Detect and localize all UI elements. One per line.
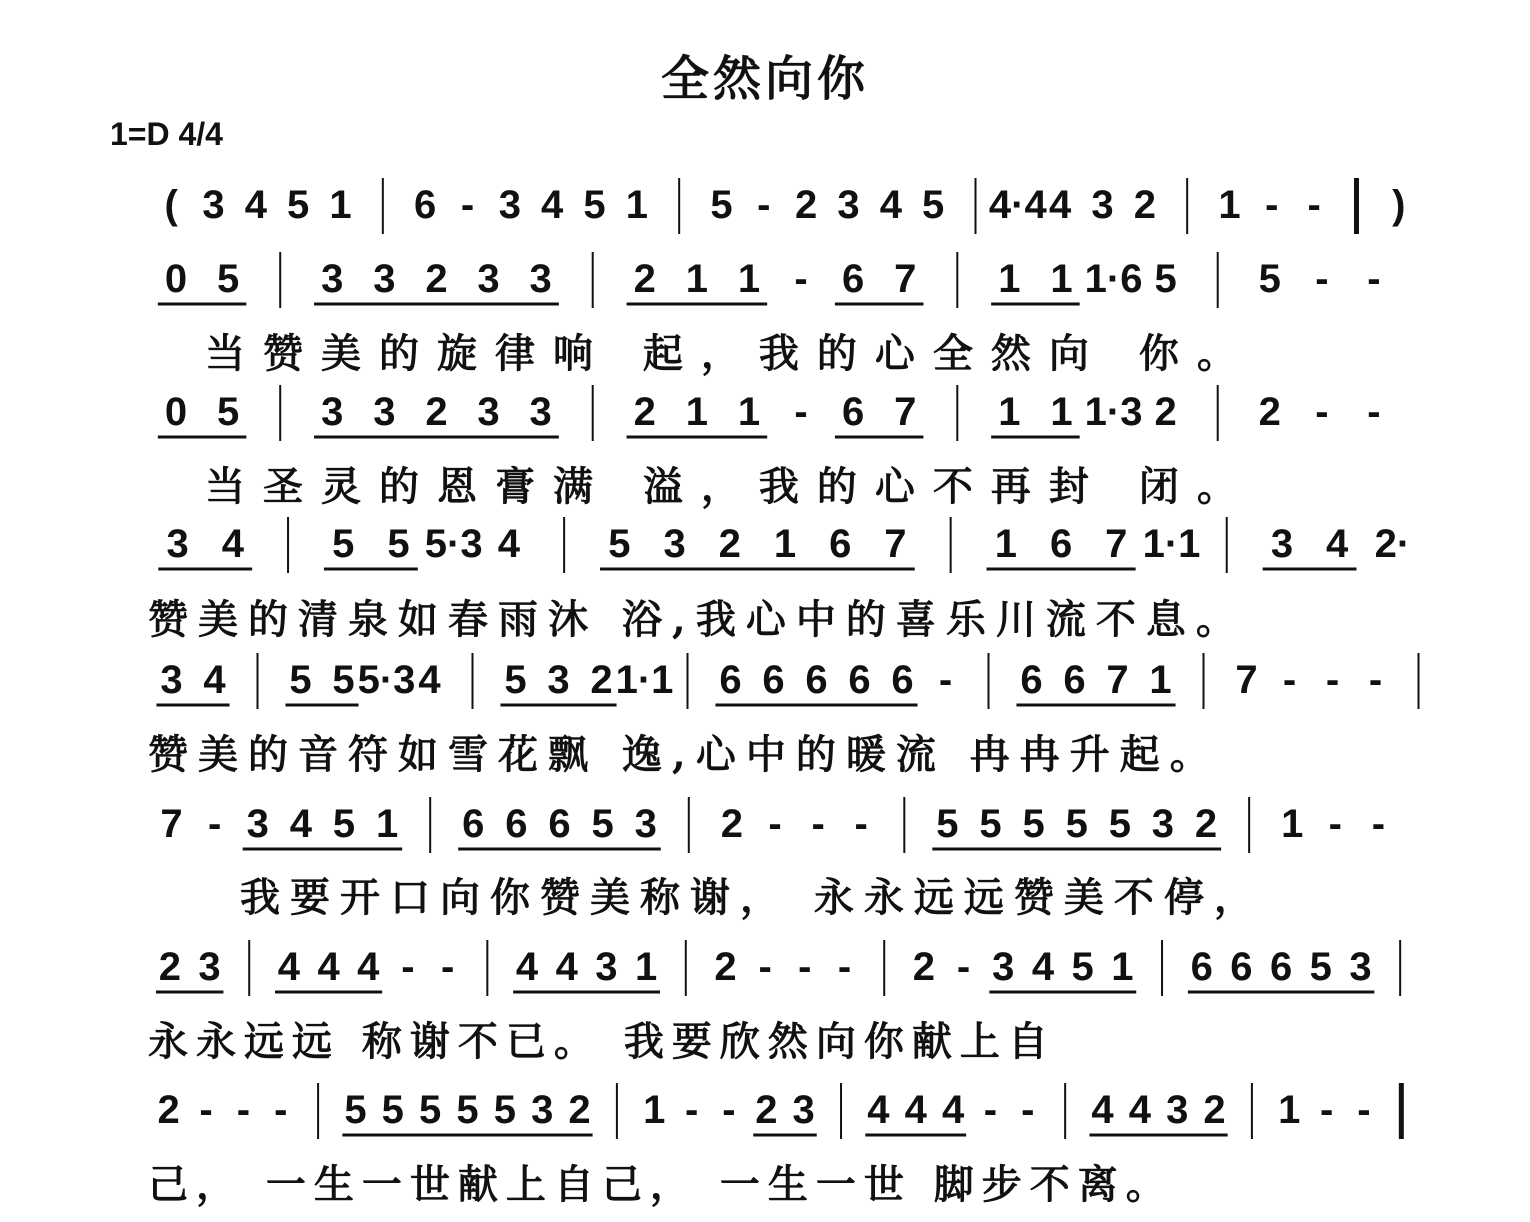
note-symbol: 5·3 (357, 658, 416, 702)
note-symbol: - (811, 802, 825, 846)
note-symbol: 7 (894, 390, 917, 434)
note-symbol: - (199, 1088, 213, 1132)
note-symbol: 6 (842, 390, 865, 434)
note-symbol: ) (1392, 183, 1406, 227)
note-symbol: 1·1 (1142, 522, 1201, 566)
note-symbol: - (794, 257, 808, 301)
note-symbol: 1·1 (615, 658, 674, 702)
note-symbol: 1 (737, 390, 761, 434)
note-symbol: 7 (894, 257, 917, 301)
note-symbol: 5 (217, 390, 240, 434)
note-symbol: - (1021, 1088, 1035, 1132)
note-symbol: 3 (837, 183, 860, 227)
song-title: 全然向你 (660, 51, 869, 107)
note-symbol: - (1282, 658, 1297, 702)
note-symbol: 6 (1230, 945, 1253, 989)
note-symbol: - (758, 945, 772, 989)
note-symbol: 4 (941, 1088, 965, 1132)
note-symbol: 3 (160, 658, 183, 702)
lyric-line-8 (0, 1153, 1530, 1208)
note-symbol: 4 (277, 945, 301, 989)
note-symbol: 2 (1154, 390, 1177, 434)
note-symbol: 3 (792, 1088, 815, 1132)
note-symbol: 6 (505, 802, 528, 846)
note-symbol: 6 (1063, 658, 1086, 702)
note-symbol: 7 (160, 802, 183, 846)
note-symbol: 3 (634, 802, 657, 846)
note-symbol: 2 (1194, 802, 1218, 846)
note-symbol: 5 (608, 522, 631, 566)
note-symbol: 1 (1111, 945, 1134, 989)
note-symbol: 6 (548, 802, 571, 846)
note-symbol: 1 (685, 390, 708, 434)
note-symbol: - (1371, 802, 1386, 846)
note-symbol: 5·3 (424, 522, 483, 566)
note-symbol: 4 (1326, 522, 1349, 566)
note-symbol: 4 (418, 658, 441, 702)
note-symbol: - (1328, 802, 1343, 846)
lyric-line-2 (0, 322, 1530, 377)
note-symbol: 5 (1065, 802, 1088, 846)
note-symbol: 2 (1258, 390, 1281, 434)
note-symbol: - (722, 1088, 736, 1132)
note-symbol: 3 (1270, 522, 1294, 566)
note-symbol: 4 (289, 802, 312, 846)
note-symbol: 2 (714, 945, 737, 989)
note-symbol: 4 (515, 945, 539, 989)
note-symbol: - (1357, 1088, 1371, 1132)
note-symbol: 7 (1235, 658, 1258, 702)
note-symbol: 1·6 (1084, 257, 1143, 301)
note-symbol: 4 (1049, 183, 1072, 227)
lyric-line-3 (0, 455, 1530, 510)
note-symbol: 1·3 (1084, 390, 1143, 434)
note-symbol: - (1325, 658, 1340, 702)
note-symbol: 1 (625, 183, 648, 227)
note-symbol: 2 (157, 1088, 180, 1132)
note-symbol: 5 (419, 1088, 442, 1132)
note-symbol: 5 (591, 802, 614, 846)
note-symbol: 6 (891, 658, 914, 702)
note-symbol: 4 (497, 522, 521, 566)
note-symbol: 1 (737, 257, 761, 301)
note-symbol: 5 (504, 658, 527, 702)
note-symbol: 2 (158, 945, 181, 989)
note-symbol: 4·4 (988, 183, 1047, 227)
note-symbol: 4 (203, 658, 226, 702)
note-symbol: 2 (590, 658, 613, 702)
note-symbol: - (854, 802, 868, 846)
note-symbol: - (757, 183, 771, 227)
note-symbol: 3 (498, 183, 521, 227)
note-symbol: - (938, 658, 953, 702)
note-symbol: 2 (755, 1088, 778, 1132)
note-symbol: 4 (541, 183, 564, 227)
note-symbol: - (794, 390, 808, 434)
note-symbol: - (440, 945, 455, 989)
note-symbol: 5 (493, 1088, 516, 1132)
note-symbol: 5 (979, 802, 1002, 846)
note-symbol: 5 (583, 183, 606, 227)
note-symbol: 2 (912, 945, 936, 989)
note-symbol: 3 (373, 390, 396, 434)
note-symbol: 6 (805, 658, 828, 702)
note-symbol: 5 (1022, 802, 1045, 846)
note-symbol: 3 (595, 945, 618, 989)
note-symbol: 1 (1278, 1088, 1301, 1132)
note-symbol: 5 (1154, 257, 1177, 301)
note-symbol: 3 (246, 802, 269, 846)
note-symbol: 0 (164, 390, 188, 434)
note-symbol: - (1368, 658, 1383, 702)
lyric-text: 当圣灵的恩膏满 溢，我的心不再封 闭。 (205, 463, 1255, 510)
note-symbol: 2 (633, 390, 656, 434)
note-symbol: 3 (1151, 802, 1175, 846)
note-symbol: 1 (1281, 802, 1304, 846)
note-symbol: 5 (332, 658, 355, 702)
note-symbol: 5 (936, 802, 959, 846)
note-symbol: 1 (998, 257, 1021, 301)
note-symbol: - (274, 1088, 288, 1132)
note-symbol: 6 (829, 522, 852, 566)
note-symbol: - (401, 945, 415, 989)
note-symbol: 5 (1108, 802, 1131, 846)
note-symbol: 3 (477, 390, 500, 434)
note-symbol: 3 (373, 257, 396, 301)
note-symbol: 1 (375, 802, 399, 846)
note-symbol: 2 (568, 1088, 591, 1132)
note-symbol: 1 (1050, 390, 1073, 434)
note-symbol: 3 (321, 390, 344, 434)
note-symbol: 4 (867, 1088, 890, 1132)
note-symbol: 7 (884, 522, 907, 566)
note-symbol: 3 (477, 257, 500, 301)
note-symbol: 1 (643, 1088, 666, 1132)
note-symbol: 1 (1050, 257, 1073, 301)
note-symbol: 3 (547, 658, 570, 702)
note-symbol: 3 (198, 945, 221, 989)
note-symbol: - (798, 945, 812, 989)
note-symbol: 3 (992, 945, 1015, 989)
note-symbol: 4 (555, 945, 578, 989)
note-symbol: 2 (633, 257, 656, 301)
note-symbol: 6 (1020, 658, 1043, 702)
note-symbol: 1 (998, 390, 1021, 434)
note-symbol: 4 (904, 1088, 927, 1132)
note-symbol: 3 (1349, 945, 1372, 989)
note-symbol: 5 (332, 802, 356, 846)
note-symbol: 1 (1218, 183, 1241, 227)
note-symbol: - (1315, 257, 1329, 301)
lyric-text: 我要开口向你赞美称谢， 永永远远赞美不停， (240, 874, 1264, 921)
note-symbol: 5 (217, 257, 240, 301)
note-symbol: 5 (387, 522, 410, 566)
note-symbol: 4 (879, 183, 902, 227)
note-symbol: 3 (1166, 1088, 1189, 1132)
note-symbol: 3 (529, 257, 552, 301)
note-symbol: ( (164, 183, 178, 227)
note-symbol: 5 (381, 1088, 404, 1132)
note-symbol: 5 (344, 1088, 367, 1132)
note-symbol: 6 (414, 183, 437, 227)
note-symbol: - (1307, 183, 1321, 227)
note-symbol: 4 (244, 183, 267, 227)
note-symbol: 2· (1374, 522, 1411, 566)
note-symbol: 4 (1031, 945, 1055, 989)
note-symbol: 2 (1133, 183, 1156, 227)
lyric-text: 赞美的音符如雪花飘 逸,心中的暖流 冉冉升起。 (148, 731, 1220, 778)
lyric-line-6 (0, 866, 1530, 921)
note-symbol: - (684, 1088, 699, 1132)
note-symbol: 6 (848, 658, 871, 702)
note-symbol: 3 (202, 183, 225, 227)
note-symbol: 1 (994, 522, 1017, 566)
note-symbol: - (1319, 1088, 1334, 1132)
note-symbol: 6 (462, 802, 485, 846)
note-symbol: 6 (1269, 945, 1293, 989)
note-symbol: 1 (634, 945, 658, 989)
note-symbol: 5 (922, 183, 945, 227)
lyric-text: 己， 一生一世献上自己， 一生一世 脚步不离。 (148, 1161, 1174, 1208)
note-symbol: 7 (1106, 658, 1129, 702)
note-symbol: 2 (718, 522, 741, 566)
lyric-line-4 (0, 588, 1530, 643)
note-symbol: 4 (221, 522, 244, 566)
note-symbol: 4 (317, 945, 340, 989)
note-symbol: 3 (1091, 183, 1114, 227)
note-symbol: 3 (663, 522, 686, 566)
note-symbol: 6 (1049, 522, 1073, 566)
note-symbol: - (236, 1088, 251, 1132)
note-symbol: - (1367, 257, 1381, 301)
note-symbol: 5 (287, 183, 310, 227)
note-symbol: - (460, 183, 475, 227)
note-symbol: 1 (773, 522, 797, 566)
lyric-line-5 (0, 723, 1530, 778)
lyric-text: 赞美的清泉如春雨沐 浴,我心中的喜乐川流不息。 (148, 596, 1246, 643)
lyric-line-7 (0, 1010, 1530, 1065)
note-symbol: - (768, 802, 782, 846)
note-symbol: 5 (1258, 257, 1281, 301)
note-symbol: 5 (456, 1088, 479, 1132)
lyric-text: 永永远远 称谢不已。 我要欣然向你献上自 (148, 1018, 1056, 1065)
note-symbol: 2 (720, 802, 744, 846)
note-symbol: 2 (1203, 1088, 1226, 1132)
note-symbol: 6 (719, 658, 742, 702)
note-symbol: 3 (166, 522, 189, 566)
note-symbol: 2 (795, 183, 818, 227)
note-symbol: - (1265, 183, 1279, 227)
note-symbol: 5 (1309, 945, 1332, 989)
note-symbol: 6 (1190, 945, 1213, 989)
note-symbol: 6 (762, 658, 785, 702)
note-symbol: 5 (710, 183, 733, 227)
note-symbol: - (1367, 390, 1381, 434)
note-symbol: 0 (164, 257, 188, 301)
note-symbol: 2 (425, 257, 448, 301)
note-symbol: - (983, 1088, 998, 1132)
note-symbol: - (207, 802, 222, 846)
note-symbol: 6 (842, 257, 865, 301)
note-symbol: 3 (529, 390, 552, 434)
note-symbol: 5 (332, 522, 355, 566)
note-symbol: 4 (357, 945, 380, 989)
note-symbol: 4 (1128, 1088, 1151, 1132)
note-symbol: 5 (1071, 945, 1094, 989)
key-signature: 1=D 4/4 (110, 116, 223, 152)
note-symbol: 7 (1105, 522, 1128, 566)
note-symbol: - (1315, 390, 1329, 434)
note-symbol: 1 (685, 257, 708, 301)
note-symbol: 2 (425, 390, 448, 434)
note-symbol: 1 (329, 183, 352, 227)
note-symbol: - (837, 945, 852, 989)
note-symbol: 5 (289, 658, 312, 702)
note-symbol: 1 (1149, 658, 1172, 702)
lyric-text: 当赞美的旋律响 起，我的心全然向 你。 (205, 330, 1255, 377)
note-symbol: 3 (531, 1088, 554, 1132)
note-symbol: - (956, 945, 971, 989)
note-symbol: 3 (321, 257, 344, 301)
note-symbol: 4 (1091, 1088, 1114, 1132)
